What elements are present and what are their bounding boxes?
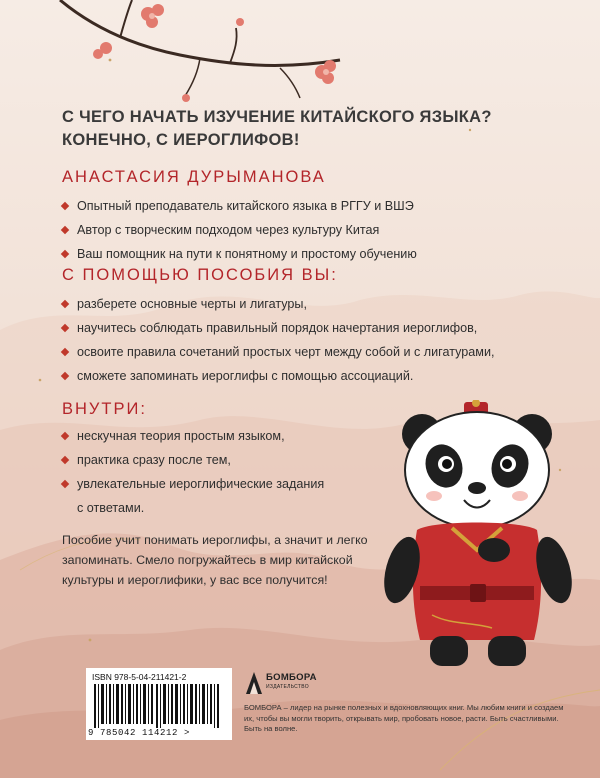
inside-list bbox=[62, 424, 332, 520]
headline bbox=[62, 106, 532, 152]
headline-line-2: КОНЕЧНО, С ИЕРОГЛИФОВ! bbox=[62, 131, 300, 149]
list-item: практика сразу после тем, bbox=[62, 448, 332, 472]
benefits-title: С ПОМОЩЬЮ ПОСОБИЯ ВЫ: bbox=[62, 266, 338, 284]
list-item: Автор с творческим подходом через культуру Китая bbox=[62, 218, 417, 242]
publisher-sub: ИЗДАТЕЛЬСТВО bbox=[266, 684, 309, 690]
outro-text: Пособие учит понимать иероглифы, а значит и легко запоминать. Смело погружайтесь в мир китайской культуры и иероглифики, у вас все получится! bbox=[62, 533, 368, 587]
inside-title: ВНУТРИ: bbox=[62, 400, 147, 418]
list-item: Ваш помощник на пути к понятному и простому обучению bbox=[62, 242, 417, 266]
publisher-description: БОМБОРА – лидер на рынке полезных и вдохновляющих книг. Мы любим книги и создаем их, чтобы вы могли творить, открывать мир, пробовать новое, расти. Быть счастливыми. Быть на волне. bbox=[244, 703, 564, 733]
list-item: Опытный преподаватель китайского языка в РГГУ и ВШЭ bbox=[62, 194, 417, 218]
list-item: разберете основные черты и лигатуры, bbox=[62, 292, 495, 316]
panda-mascot-illustration bbox=[372, 400, 582, 670]
publisher-logo bbox=[244, 668, 324, 700]
cherry-blossom-branch bbox=[0, 0, 360, 110]
author-name: АНАСТАСИЯ ДУРЫМАНОВА bbox=[62, 168, 326, 186]
list-item: освоите правила сочетаний простых черт между собой и с лигатурами, bbox=[62, 340, 495, 364]
isbn-label: ISBN 978-5-04-211421-2 bbox=[92, 672, 187, 682]
benefits-list bbox=[62, 292, 495, 388]
barcode-bars bbox=[94, 684, 224, 728]
bombora-logo-icon bbox=[244, 670, 264, 696]
list-item: увлекательные иероглифические задания с ответами. bbox=[62, 472, 332, 520]
list-item: научитесь соблюдать правильный порядок начертания иероглифов, bbox=[62, 316, 495, 340]
barcode-digits: 9 785042 114212 > bbox=[88, 728, 191, 738]
publisher-name: БОМБОРА bbox=[266, 672, 317, 683]
list-item: сможете запоминать иероглифы с помощью ассоциаций. bbox=[62, 364, 495, 388]
headline-line-1: С ЧЕГО НАЧАТЬ ИЗУЧЕНИЕ КИТАЙСКОГО ЯЗЫКА? bbox=[62, 108, 492, 126]
barcode bbox=[86, 668, 232, 740]
list-item: нескучная теория простым языком, bbox=[62, 424, 332, 448]
author-points bbox=[62, 194, 417, 266]
